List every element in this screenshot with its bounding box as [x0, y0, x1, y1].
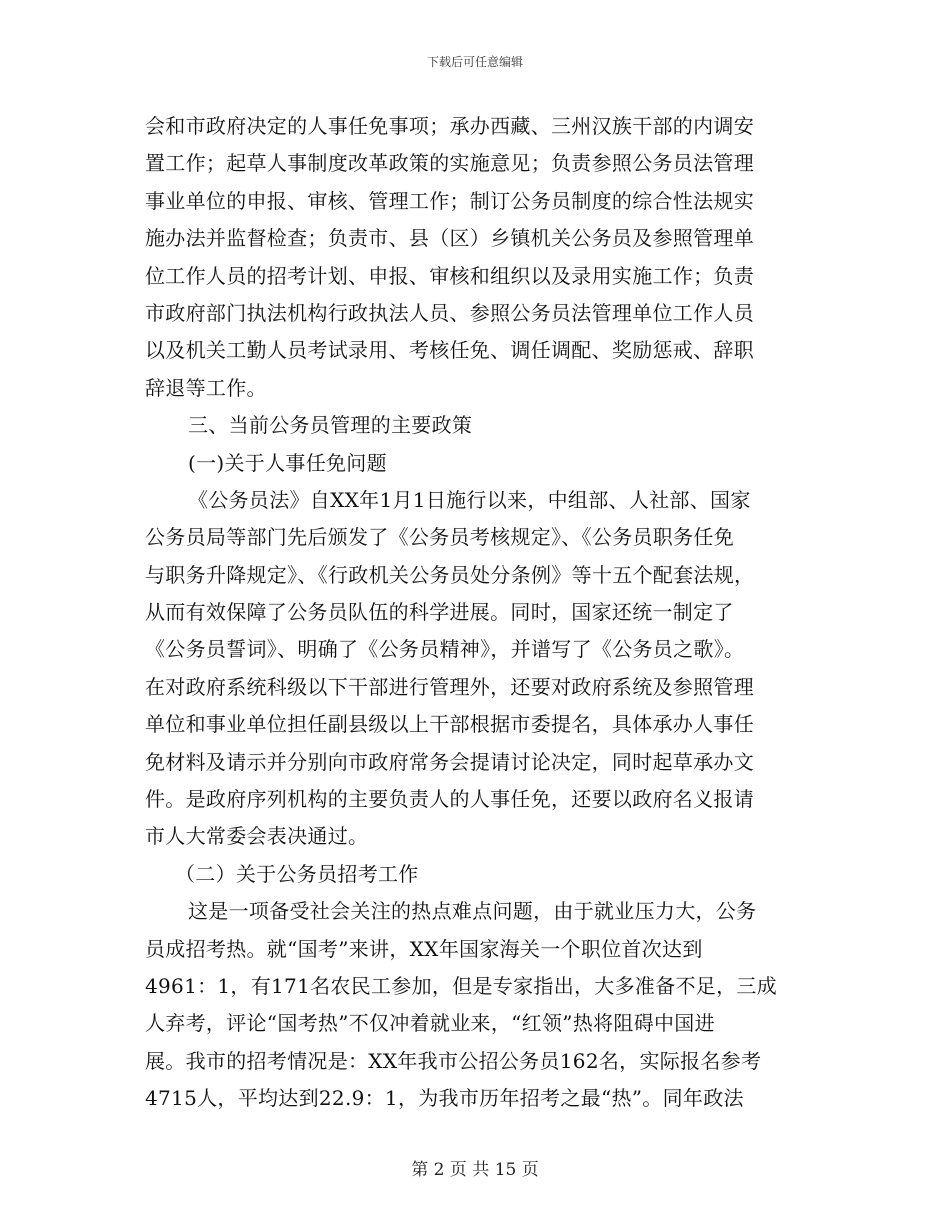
text-line: 从而有效保障了公务员队伍的科学进展。同时，国家还统一制定了: [145, 600, 734, 625]
text-line: 4715人，平均达到22.9：1，为我市历年招考之最“热”。同年政法: [145, 1086, 744, 1111]
text-line: 市政府部门执法机构行政执法人员、参照公务员法管理单位工作人员: [145, 300, 754, 325]
text-line: 《公务员法》自XX年1月1日施行以来，中组部、人社部、国家: [188, 487, 751, 512]
text-line: 这是一项备受社会关注的热点难点问题，由于就业压力大，公务: [188, 899, 757, 924]
text-line: 位工作人员的招考计划、申报、审核和组织以及录用实施工作；负责: [145, 263, 754, 288]
text-line: 免材料及请示并分别向市政府常务会提请讨论决定，同时起草承办文: [145, 749, 754, 774]
text-line: 在对政府系统科级以下干部进行管理外，还要对政府系统及参照管理: [145, 674, 754, 699]
subsection-heading: （二）关于公务员招考工作: [175, 861, 419, 886]
section-heading: 三、当前公务员管理的主要政策: [188, 413, 473, 438]
text-line: 与职务升降规定》、《行政机关公务员处分条例》等十五个配套法规，: [145, 562, 755, 587]
text-line: 《公务员誓词》、明确了《公务员精神》，并谱写了《公务员之歌》。: [145, 637, 745, 662]
text-line: 4961：1，有171名农民工参加，但是专家指出，大多准备不足，三成: [145, 973, 777, 998]
text-line: 件。是政府序列机构的主要负责人的人事任免，还要以政府名义报请: [145, 787, 754, 812]
text-line: 置工作；起草人事制度改革政策的实施意见；负责参照公务员法管理: [145, 151, 754, 176]
document-body: [145, 108, 805, 1118]
text-line: 事业单位的申报、审核、管理工作；制订公务员制度的综合性法规实: [145, 188, 754, 213]
page-header: 下载后可任意编辑: [426, 55, 523, 69]
text-line: 人弃考，评论“国考热”不仅冲着就业来，“红领”热将阻碍中国进: [145, 1011, 715, 1036]
text-line: 以及机关工勤人员考试录用、考核任免、调任调配、奖励惩戒、辞职: [145, 338, 754, 363]
text-line: 会和市政府决定的人事任免事项；承办西藏、三州汉族干部的内调安: [145, 114, 754, 138]
subsection-heading: (一)关于人事任免问题: [188, 450, 387, 475]
text-line: 辞退等工作。: [145, 375, 267, 400]
page-number-footer: 第 2 页 共 15 页: [411, 1160, 539, 1180]
text-line: 施办法并监督检查；负责市、县（区）乡镇机关公务员及参照管理单: [145, 226, 754, 251]
text-line: 公务员局等部门先后颁发了《公务员考核规定》、《公务员职务任免: [145, 525, 734, 550]
text-line: 员成招考热。就“国考”来讲，XX年国家海关一个职位首次达到: [145, 936, 703, 961]
text-line: 展。我市的招考情况是：XX年我市公招公务员162名，实际报名参考: [145, 1048, 762, 1073]
text-line: 单位和事业单位担任副县级以上干部根据市委提名，具体承办人事任: [145, 712, 754, 737]
text-line: 市人大常委会表决通过。: [145, 824, 369, 849]
